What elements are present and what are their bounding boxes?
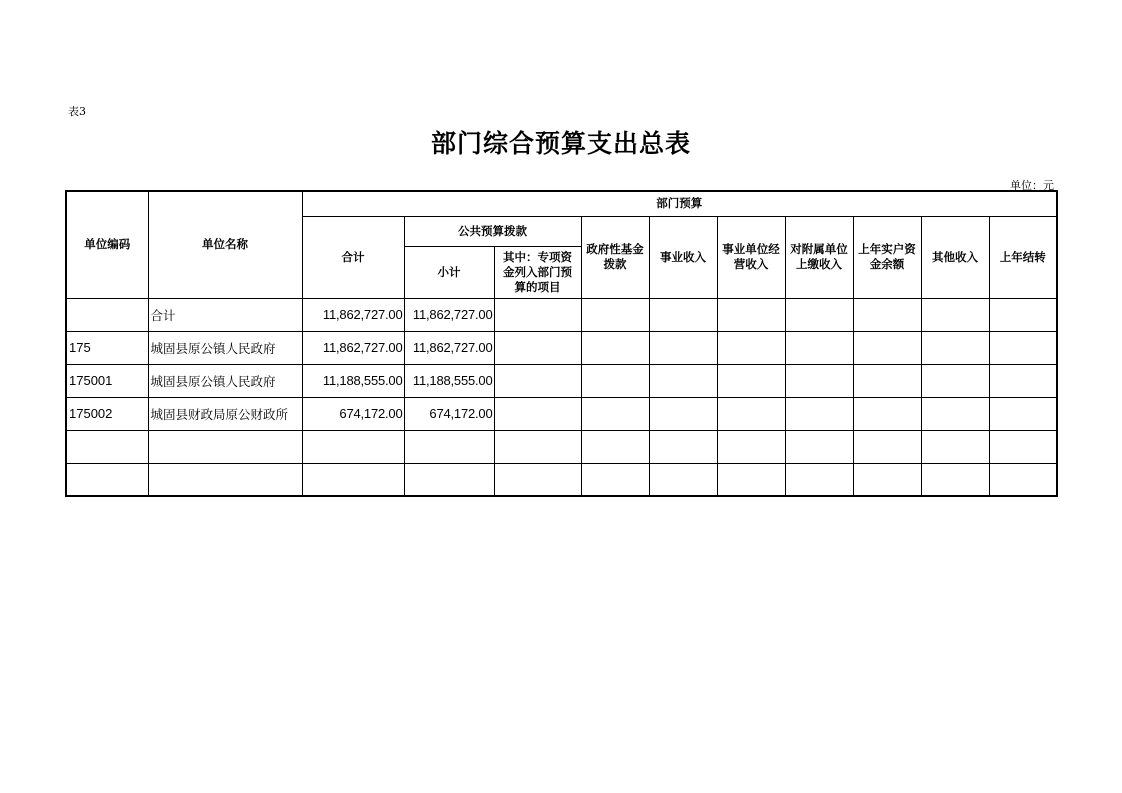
- cell-unit-name: [148, 463, 302, 496]
- cell-subtotal: 11,188,555.00: [404, 364, 494, 397]
- cell-other-income: [921, 463, 989, 496]
- table-row: [66, 430, 1057, 463]
- header-last-year-carryover: 上年结转: [989, 216, 1057, 298]
- cell-last-year-balance: [853, 463, 921, 496]
- cell-unit-name: 城固县原公镇人民政府: [148, 364, 302, 397]
- table-row: [66, 463, 1057, 496]
- cell-last-year-balance: [853, 331, 921, 364]
- header-subtotal: 小计: [404, 246, 494, 298]
- cell-subsidiary-remit: [785, 331, 853, 364]
- cell-special-funds: [494, 430, 581, 463]
- cell-other-income: [921, 298, 989, 331]
- cell-subtotal: 11,862,727.00: [404, 298, 494, 331]
- cell-special-funds: [494, 397, 581, 430]
- table-row: [66, 331, 1057, 364]
- cell-business-income: [649, 298, 717, 331]
- header-total: 合计: [302, 216, 404, 298]
- cell-unit-code: [66, 298, 148, 331]
- cell-last-year-carryover: [989, 298, 1057, 331]
- cell-total: [302, 430, 404, 463]
- cell-business-income: [649, 463, 717, 496]
- cell-subsidiary-remit: [785, 397, 853, 430]
- cell-last-year-balance: [853, 397, 921, 430]
- header-special-funds: 其中：专项资金列入部门预算的项目: [494, 246, 581, 298]
- cell-gov-fund: [581, 331, 649, 364]
- cell-last-year-carryover: [989, 463, 1057, 496]
- cell-subsidiary-remit: [785, 430, 853, 463]
- cell-unit-code: [66, 463, 148, 496]
- cell-unit-code: [66, 430, 148, 463]
- cell-gov-fund: [581, 364, 649, 397]
- cell-unit-name: 城固县原公镇人民政府: [148, 331, 302, 364]
- cell-total: [302, 463, 404, 496]
- cell-other-income: [921, 364, 989, 397]
- cell-business-operating-income: [717, 298, 785, 331]
- budget-expenditure-table: [65, 190, 1058, 497]
- cell-gov-fund: [581, 397, 649, 430]
- cell-other-income: [921, 331, 989, 364]
- cell-last-year-carryover: [989, 364, 1057, 397]
- cell-special-funds: [494, 331, 581, 364]
- cell-business-income: [649, 397, 717, 430]
- cell-business-operating-income: [717, 331, 785, 364]
- cell-total: 11,862,727.00: [302, 298, 404, 331]
- cell-unit-code: 175002: [66, 397, 148, 430]
- table-header: [66, 191, 1057, 298]
- cell-business-operating-income: [717, 397, 785, 430]
- header-subsidiary-remit: 对附属单位上缴收入: [785, 216, 853, 298]
- cell-subsidiary-remit: [785, 364, 853, 397]
- header-business-operating-income: 事业单位经营收入: [717, 216, 785, 298]
- cell-business-income: [649, 430, 717, 463]
- cell-unit-code: 175001: [66, 364, 148, 397]
- header-unit-code: 单位编码: [66, 191, 148, 298]
- cell-gov-fund: [581, 298, 649, 331]
- cell-other-income: [921, 430, 989, 463]
- cell-other-income: [921, 397, 989, 430]
- cell-unit-name: 合计: [148, 298, 302, 331]
- cell-special-funds: [494, 364, 581, 397]
- cell-business-operating-income: [717, 364, 785, 397]
- table-row: [66, 364, 1057, 397]
- cell-last-year-balance: [853, 364, 921, 397]
- cell-last-year-balance: [853, 298, 921, 331]
- cell-total: 11,188,555.00: [302, 364, 404, 397]
- cell-total: 11,862,727.00: [302, 331, 404, 364]
- cell-last-year-carryover: [989, 430, 1057, 463]
- table-body: [66, 298, 1057, 496]
- page-title: 部门综合预算支出总表: [430, 129, 691, 158]
- header-other-income: 其他收入: [921, 216, 989, 298]
- cell-subtotal: 674,172.00: [404, 397, 494, 430]
- cell-subtotal: [404, 463, 494, 496]
- cell-business-operating-income: [717, 430, 785, 463]
- cell-unit-name: [148, 430, 302, 463]
- table-row: [66, 298, 1057, 331]
- header-unit-name: 单位名称: [148, 191, 302, 298]
- cell-last-year-carryover: [989, 331, 1057, 364]
- cell-subtotal: 11,862,727.00: [404, 331, 494, 364]
- cell-gov-fund: [581, 430, 649, 463]
- header-last-year-balance: 上年实户资金余额: [853, 216, 921, 298]
- header-dept-budget: 部门预算: [302, 191, 1057, 216]
- header-public-budget: 公共预算拨款: [404, 216, 581, 246]
- cell-subtotal: [404, 430, 494, 463]
- cell-business-income: [649, 364, 717, 397]
- cell-business-operating-income: [717, 463, 785, 496]
- cell-unit-code: 175: [66, 331, 148, 364]
- cell-last-year-carryover: [989, 397, 1057, 430]
- header-gov-fund: 政府性基金拨款: [581, 216, 649, 298]
- cell-unit-name: 城固县财政局原公财政所: [148, 397, 302, 430]
- cell-special-funds: [494, 298, 581, 331]
- header-business-income: 事业收入: [649, 216, 717, 298]
- cell-business-income: [649, 331, 717, 364]
- cell-special-funds: [494, 463, 581, 496]
- cell-subsidiary-remit: [785, 463, 853, 496]
- cell-subsidiary-remit: [785, 298, 853, 331]
- cell-gov-fund: [581, 463, 649, 496]
- cell-total: 674,172.00: [302, 397, 404, 430]
- table-number: 表3: [68, 105, 86, 118]
- cell-last-year-balance: [853, 430, 921, 463]
- table-row: [66, 397, 1057, 430]
- unit-label: 单位：元: [1010, 179, 1054, 192]
